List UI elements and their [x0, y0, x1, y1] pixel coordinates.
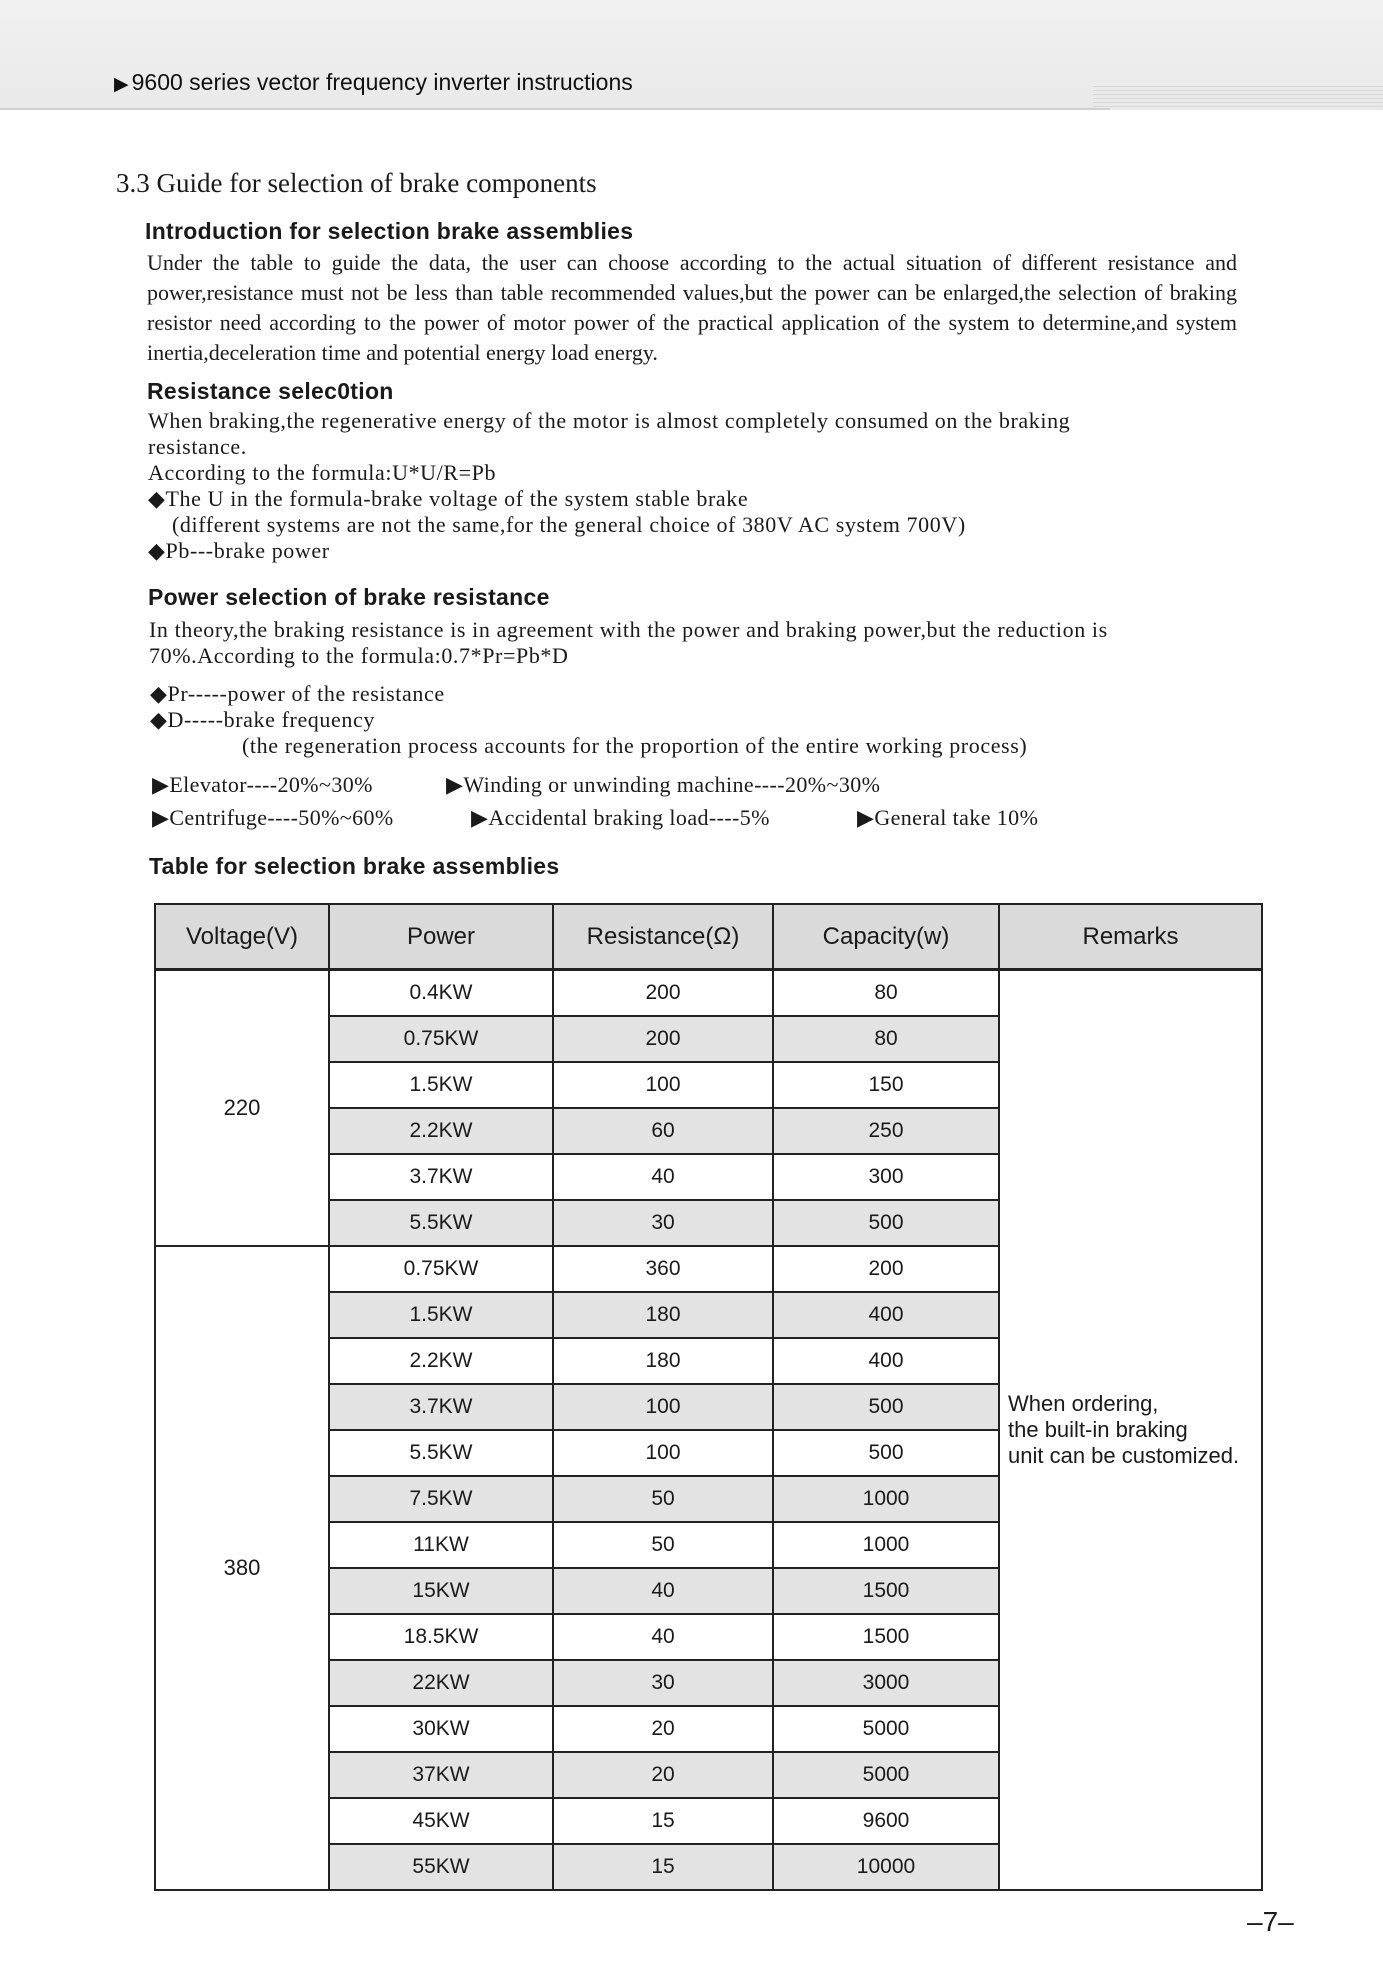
intro-paragraph: Under the table to guide the data, the user can choose according to the actual situation of different resistance and power,resistance must not be less than table recommended values,but the power can be enlarged,the selection of braking resistor need according to the power of motor power of the practical application of the system to determine,and system inertia,deceleration time and potential energy load energy. [147, 250, 1237, 365]
power-cell: 1.5KW [329, 1062, 553, 1108]
application-item: ▶Winding or unwinding machine----20%~30% [446, 772, 881, 797]
power-heading: Power selection of brake resistance [148, 584, 550, 610]
capacity-cell: 1500 [773, 1568, 999, 1614]
resistance-body [148, 408, 1070, 564]
column-header-power: Power [329, 904, 553, 970]
capacity-cell: 3000 [773, 1660, 999, 1706]
capacity-cell: 150 [773, 1062, 999, 1108]
voltage-cell: 380 [155, 1246, 329, 1890]
resistance-cell: 200 [553, 1016, 773, 1062]
power-cell: 0.75KW [329, 1016, 553, 1062]
power-cell: 3.7KW [329, 1154, 553, 1200]
power-cell: 2.2KW [329, 1338, 553, 1384]
power-cell: 5.5KW [329, 1200, 553, 1246]
power-cell: 7.5KW [329, 1476, 553, 1522]
power-cell: 0.4KW [329, 970, 553, 1017]
resistance-cell: 40 [553, 1614, 773, 1660]
resistance-cell: 50 [553, 1476, 773, 1522]
bullet-item: ◆The U in the formula-brake voltage of the system stable brake [148, 486, 749, 511]
power-cell: 18.5KW [329, 1614, 553, 1660]
resistance-cell: 200 [553, 970, 773, 1017]
bullet-item: ◆Pb---brake power [148, 538, 330, 563]
power-cell: 45KW [329, 1798, 553, 1844]
column-header-remarks: Remarks [999, 904, 1262, 970]
capacity-cell: 400 [773, 1338, 999, 1384]
column-header-capacity: Capacity(w) [773, 904, 999, 970]
capacity-cell: 250 [773, 1108, 999, 1154]
power-cell: 55KW [329, 1844, 553, 1890]
capacity-cell: 9600 [773, 1798, 999, 1844]
power-cell: 15KW [329, 1568, 553, 1614]
power-cell: 2.2KW [329, 1108, 553, 1154]
power-cell: 3.7KW [329, 1384, 553, 1430]
resistance-cell: 20 [553, 1752, 773, 1798]
application-row [152, 801, 1038, 834]
power-bullets [150, 681, 1027, 759]
triangle-marker-icon: ▶ [114, 74, 129, 95]
table-body [155, 970, 1262, 1891]
header-rule [0, 108, 1110, 110]
resistance-cell: 180 [553, 1292, 773, 1338]
bullet-subtext: (different systems are not the same,for the general choice of 380V AC system 700V) [172, 512, 966, 537]
power-line: In theory,the braking resistance is in agreement with the power and braking power,but the reduction is [149, 617, 1108, 642]
column-header-resistance: Resistance(Ω) [553, 904, 773, 970]
remarks-cell [999, 970, 1262, 1891]
power-cell: 37KW [329, 1752, 553, 1798]
capacity-cell: 1000 [773, 1522, 999, 1568]
resistance-cell: 360 [553, 1246, 773, 1292]
capacity-cell: 1000 [773, 1476, 999, 1522]
remarks-line: When ordering, [1008, 1391, 1159, 1416]
power-cell: 11KW [329, 1522, 553, 1568]
table-heading: Table for selection brake assemblies [149, 853, 560, 879]
application-item: ▶Accidental braking load----5% [471, 805, 770, 830]
page-number: –7– [1247, 1906, 1294, 1937]
resistance-cell: 100 [553, 1430, 773, 1476]
resistance-line: resistance. [148, 434, 247, 459]
formula-line: According to the formula:U*U/R=Pb [148, 460, 497, 485]
formula-line: 70%.According to the formula:0.7*Pr=Pb*D [149, 643, 569, 668]
resistance-cell: 100 [553, 1062, 773, 1108]
section-title: 3.3 Guide for selection of brake components [116, 168, 597, 198]
resistance-cell: 40 [553, 1568, 773, 1614]
capacity-cell: 500 [773, 1200, 999, 1246]
application-rates [152, 768, 1038, 834]
power-cell: 5.5KW [329, 1430, 553, 1476]
capacity-cell: 5000 [773, 1752, 999, 1798]
bullet-subtext: (the regeneration process accounts for the proportion of the entire working process) [242, 733, 1028, 758]
capacity-cell: 10000 [773, 1844, 999, 1890]
resistance-cell: 30 [553, 1660, 773, 1706]
capacity-cell: 300 [773, 1154, 999, 1200]
power-cell: 0.75KW [329, 1246, 553, 1292]
resistance-cell: 180 [553, 1338, 773, 1384]
bullet-item: ◆Pr-----power of the resistance [150, 681, 445, 706]
application-row [152, 768, 1038, 801]
intro-heading: Introduction for selection brake assemblies [145, 218, 634, 244]
resistance-cell: 15 [553, 1798, 773, 1844]
voltage-cell: 220 [155, 970, 329, 1247]
power-cell: 1.5KW [329, 1292, 553, 1338]
remarks-line: unit can be customized. [1008, 1443, 1240, 1468]
brake-selection-table [154, 903, 1263, 1891]
application-item: ▶General take 10% [857, 805, 1039, 830]
column-header-voltage: Voltage(V) [155, 904, 329, 970]
table-row [155, 970, 1262, 1017]
capacity-cell: 80 [773, 1016, 999, 1062]
application-item: ▶Elevator----20%~30% [152, 772, 373, 797]
power-cell: 22KW [329, 1660, 553, 1706]
resistance-cell: 100 [553, 1384, 773, 1430]
resistance-cell: 60 [553, 1108, 773, 1154]
header-stripes [1093, 86, 1383, 108]
capacity-cell: 80 [773, 970, 999, 1017]
capacity-cell: 500 [773, 1384, 999, 1430]
resistance-cell: 20 [553, 1706, 773, 1752]
capacity-cell: 200 [773, 1246, 999, 1292]
capacity-cell: 500 [773, 1430, 999, 1476]
power-body [149, 617, 1259, 669]
running-header-text: 9600 series vector frequency inverter instructions [131, 69, 633, 95]
remarks-line: the built-in braking [1008, 1417, 1188, 1442]
capacity-cell: 400 [773, 1292, 999, 1338]
resistance-cell: 15 [553, 1844, 773, 1890]
power-cell: 30KW [329, 1706, 553, 1752]
table-header-row [155, 904, 1262, 970]
application-item: ▶Centrifuge----50%~60% [152, 805, 394, 830]
capacity-cell: 5000 [773, 1706, 999, 1752]
resistance-cell: 30 [553, 1200, 773, 1246]
resistance-line: When braking,the regenerative energy of the motor is almost completely consumed on the braking [148, 408, 1071, 433]
capacity-cell: 1500 [773, 1614, 999, 1660]
resistance-cell: 40 [553, 1154, 773, 1200]
resistance-cell: 50 [553, 1522, 773, 1568]
running-header [114, 69, 633, 96]
resistance-heading: Resistance selec0tion [147, 378, 394, 404]
bullet-item: ◆D-----brake frequency [150, 707, 375, 732]
